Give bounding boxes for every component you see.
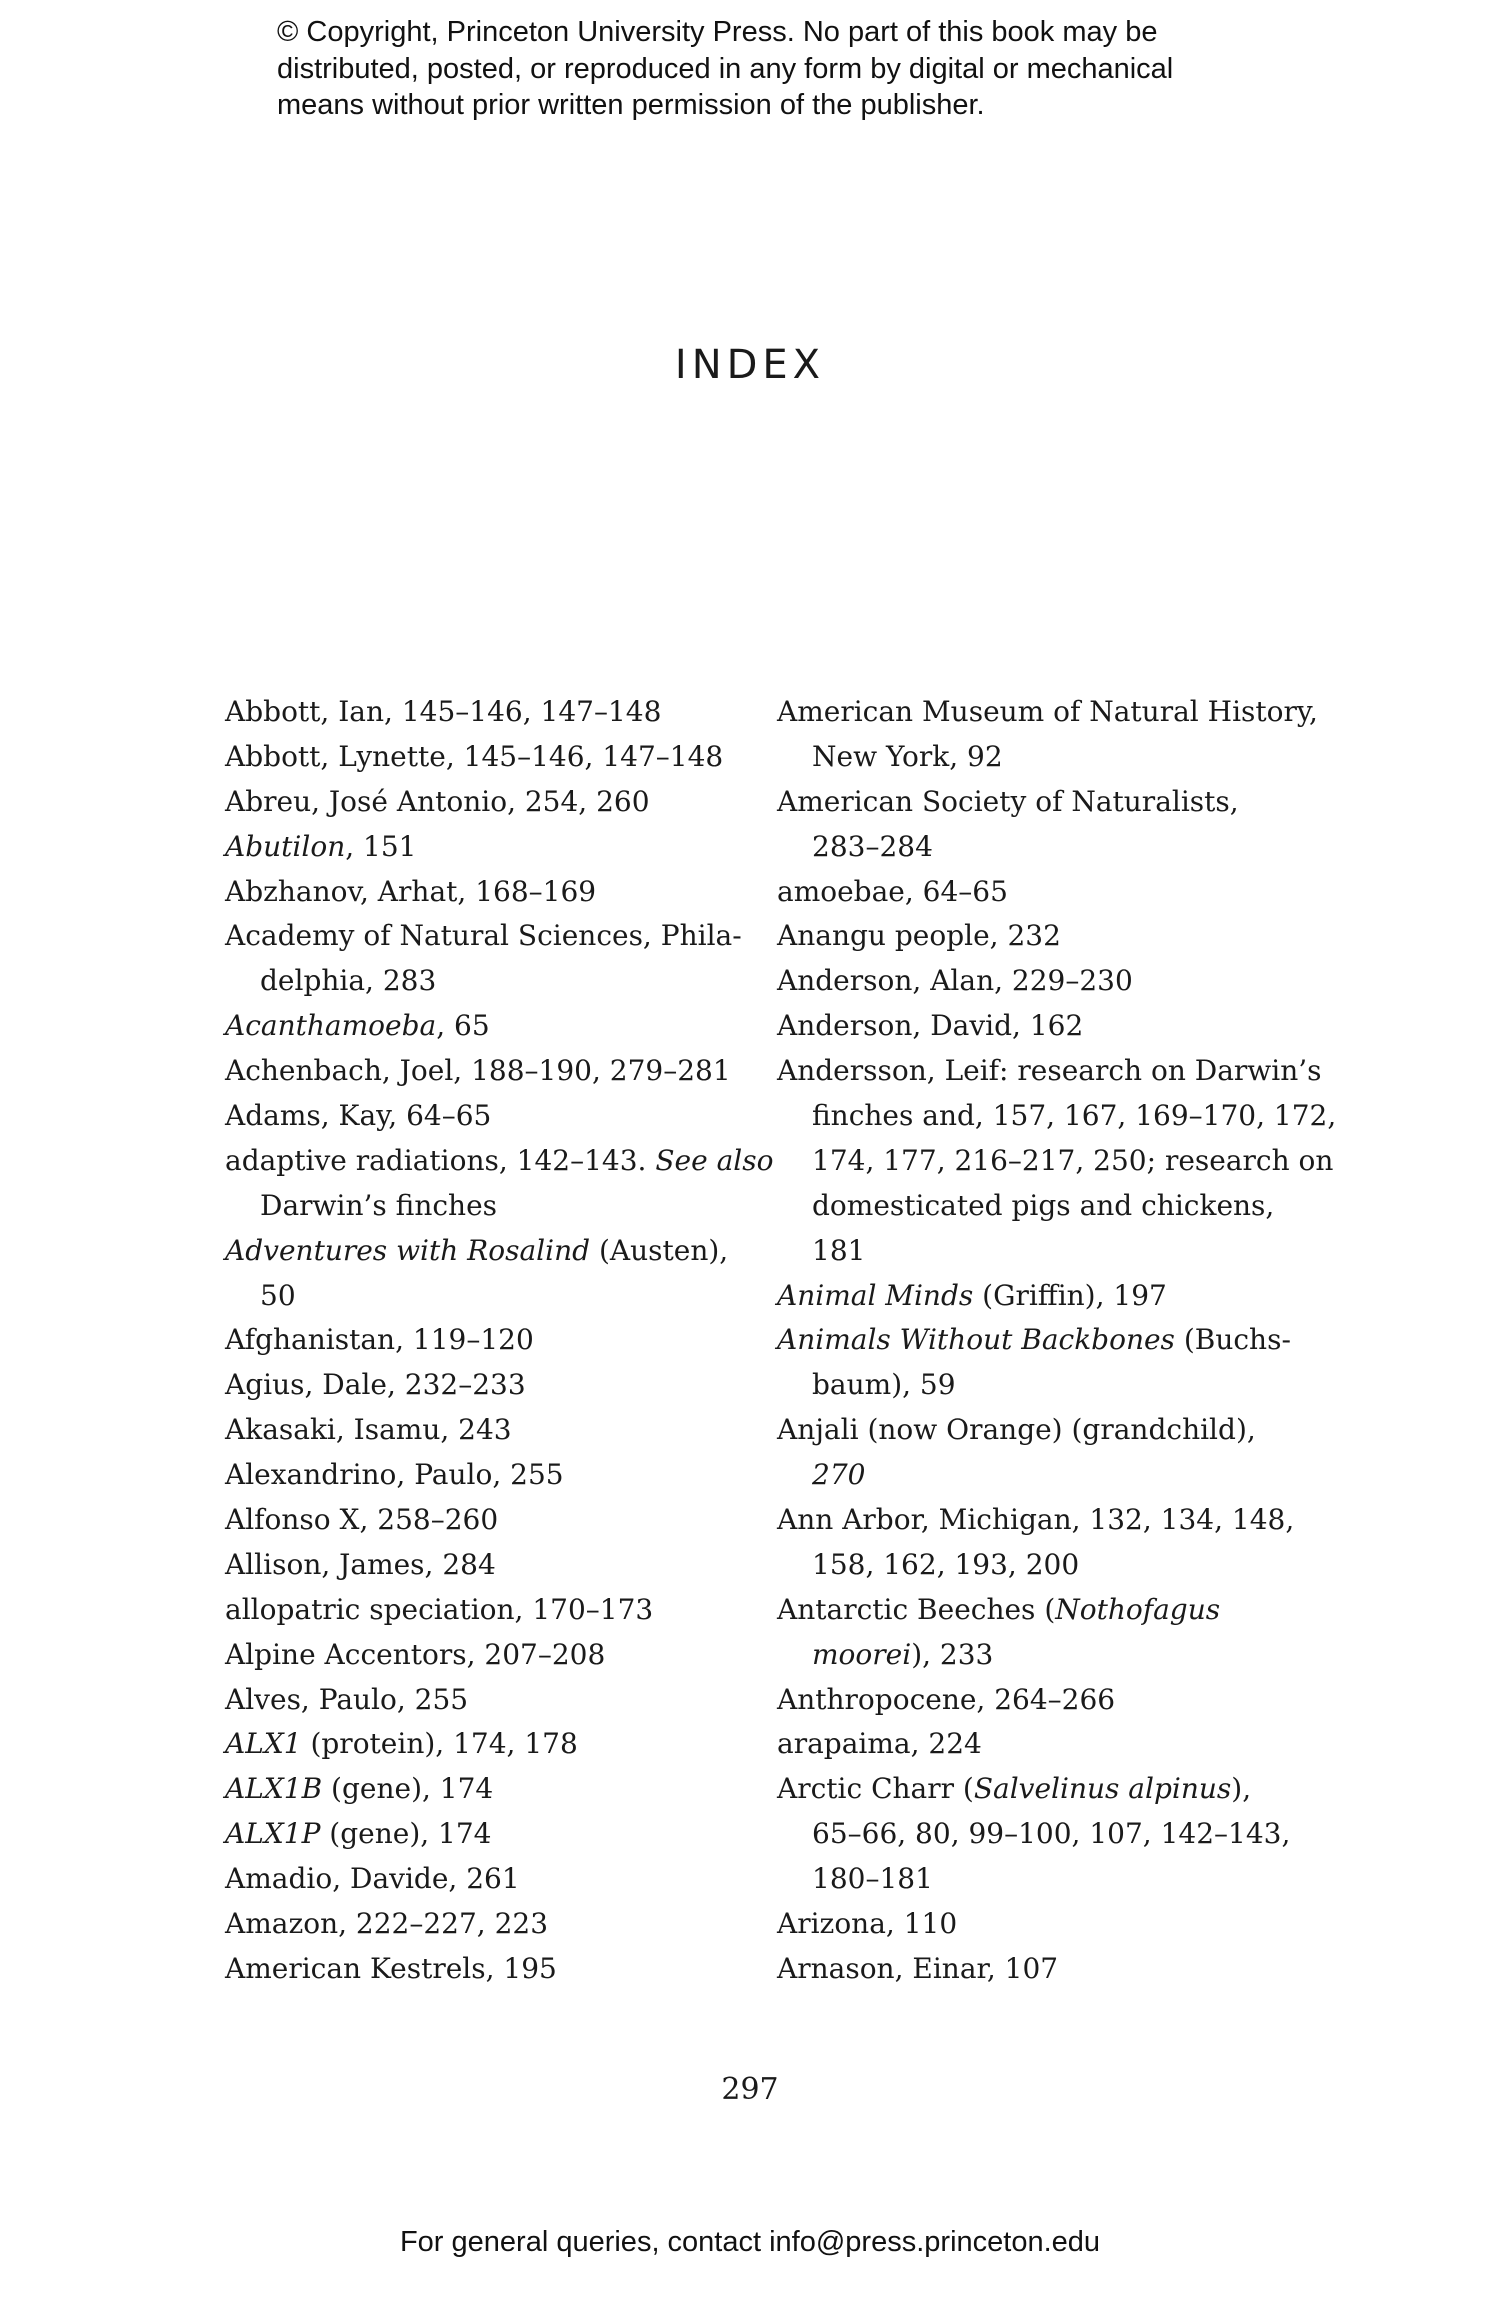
entry-text: 174, 177, 216–217, 250; research on bbox=[812, 1143, 1334, 1177]
entry-italic-text: Animal Minds bbox=[777, 1278, 974, 1312]
index-entry bbox=[225, 1318, 745, 1363]
entry-text: Amadio, Davide, 261 bbox=[225, 1862, 520, 1896]
index-entry bbox=[225, 1722, 745, 1767]
entry-text: Amazon, 222–227, 223 bbox=[225, 1907, 549, 1941]
entry-text: delphia, 283 bbox=[260, 964, 437, 998]
entry-text: American Museum of Natural History, bbox=[777, 695, 1318, 728]
index-entry bbox=[225, 1678, 745, 1723]
index-entry bbox=[225, 1588, 745, 1633]
copyright-line: means without prior written permission of the publisher. bbox=[277, 89, 985, 121]
entry-text: Abbott, Ian, 145–146, 147–148 bbox=[225, 695, 662, 728]
entry-text: Arnason, Einar, 107 bbox=[777, 1951, 1059, 1985]
index-entry-continued bbox=[777, 735, 1297, 780]
index-entry bbox=[225, 1902, 745, 1947]
entry-italic-text: ALX1P bbox=[225, 1817, 321, 1851]
index-entry bbox=[225, 1004, 745, 1049]
entry-text: amoebae, 64–65 bbox=[777, 874, 1008, 908]
entry-text: Alpine Accentors, 207–208 bbox=[225, 1637, 606, 1671]
entry-text: American Society of Naturalists, bbox=[777, 784, 1239, 818]
index-entry-continued bbox=[777, 1139, 1334, 1184]
entry-text: (Griffin), 197 bbox=[973, 1278, 1167, 1312]
entry-text: Arctic Charr ( bbox=[777, 1772, 974, 1806]
entry-text: Abbott, Lynette, 145–146, 147–148 bbox=[225, 739, 724, 773]
index-entry-continued bbox=[777, 1633, 1297, 1678]
index-entry-continued bbox=[225, 959, 745, 1004]
index-entry-continued bbox=[777, 1094, 1337, 1139]
entry-text: Anderson, David, 162 bbox=[777, 1009, 1084, 1043]
index-entry bbox=[225, 1947, 745, 1992]
index-entry bbox=[777, 1947, 1297, 1992]
entry-text: Antarctic Beeches ( bbox=[777, 1592, 1056, 1626]
entry-text: 50 bbox=[260, 1278, 296, 1312]
index-entry bbox=[225, 1363, 745, 1408]
index-entry bbox=[777, 1274, 1297, 1319]
entry-italic-text: Adventures with Rosalind bbox=[225, 1233, 591, 1267]
entry-text: New York, 92 bbox=[812, 739, 1003, 773]
entry-text: (gene), 174 bbox=[322, 1772, 494, 1806]
index-entry bbox=[777, 870, 1297, 915]
index-entry-continued bbox=[777, 1812, 1297, 1857]
entry-text: (Buchs- bbox=[1174, 1323, 1291, 1357]
index-entry bbox=[225, 780, 745, 825]
entry-italic-text: See also bbox=[655, 1143, 774, 1177]
index-entry bbox=[777, 1318, 1297, 1363]
entry-text: Ann Arbor, Michigan, 132, 134, 148, bbox=[777, 1503, 1295, 1537]
index-entry bbox=[225, 1812, 745, 1857]
index-entry-continued bbox=[777, 1543, 1297, 1588]
entry-text: Allison, James, 284 bbox=[225, 1547, 496, 1581]
index-entry bbox=[225, 1498, 745, 1543]
index-entry bbox=[777, 1588, 1297, 1633]
index-entry bbox=[777, 1722, 1297, 1767]
entry-italic-text: Acanthamoeba bbox=[225, 1009, 437, 1043]
copyright-line: © Copyright, Princeton University Press. No part of this book may be bbox=[277, 16, 1158, 48]
index-entry bbox=[777, 1767, 1297, 1812]
entry-italic-text: Abutilon bbox=[225, 829, 346, 863]
index-entry bbox=[225, 690, 745, 735]
entry-text: Afghanistan, 119–120 bbox=[225, 1323, 534, 1357]
entry-italic-text: Nothofagus bbox=[1055, 1592, 1221, 1626]
index-entry-continued bbox=[777, 1184, 1297, 1229]
copyright-notice bbox=[277, 14, 1357, 124]
entry-text: Anjali (now Orange) (grandchild), bbox=[777, 1413, 1256, 1447]
index-entry bbox=[225, 1543, 745, 1588]
entry-text: Darwin’s finches bbox=[260, 1188, 498, 1222]
entry-italic-text: Salvelinus alpinus bbox=[973, 1772, 1232, 1806]
entry-text: Adams, Kay, 64–65 bbox=[225, 1099, 492, 1133]
index-entry bbox=[225, 735, 745, 780]
index-entry bbox=[225, 825, 745, 870]
entry-text: Alexandrino, Paulo, 255 bbox=[225, 1458, 564, 1492]
index-entry-continued bbox=[225, 1274, 745, 1319]
entry-text: Abzhanov, Arhat, 168–169 bbox=[225, 874, 597, 908]
index-entry bbox=[225, 1408, 745, 1453]
index-entry bbox=[225, 1857, 745, 1902]
entry-text: baum), 59 bbox=[812, 1368, 956, 1402]
index-entry bbox=[777, 1678, 1297, 1723]
copyright-line: distributed, posted, or reproduced in any form by digital or mechanical bbox=[277, 52, 1174, 85]
entry-text: ), 233 bbox=[911, 1637, 994, 1671]
entry-text: finches and, 157, 167, 169–170, 172, bbox=[812, 1099, 1337, 1133]
index-entry bbox=[225, 1049, 745, 1094]
index-entry bbox=[777, 1004, 1297, 1049]
entry-text: Arizona, 110 bbox=[777, 1907, 958, 1941]
index-entry-continued bbox=[777, 1453, 1297, 1498]
entry-text: Abreu, José Antonio, 254, 260 bbox=[225, 784, 650, 818]
index-entry bbox=[777, 1049, 1322, 1094]
index-entry-continued bbox=[225, 1184, 745, 1229]
entry-text: Alves, Paulo, 255 bbox=[225, 1682, 469, 1716]
index-entry bbox=[777, 1408, 1297, 1453]
entry-text: 180–181 bbox=[812, 1862, 933, 1896]
footer-contact: For general queries, contact info@press.princeton.edu bbox=[399, 2226, 1101, 2258]
index-entry-continued bbox=[777, 1229, 1297, 1274]
entry-text: arapaima, 224 bbox=[777, 1727, 982, 1761]
entry-text: (gene), 174 bbox=[320, 1817, 492, 1851]
entry-text: 283–284 bbox=[812, 829, 933, 863]
entry-italic-text: moorei bbox=[812, 1637, 912, 1671]
entry-italic-text: ALX1 bbox=[225, 1727, 302, 1761]
index-entry bbox=[777, 914, 1297, 959]
entry-text: (protein), 174, 178 bbox=[301, 1727, 578, 1761]
index-entry bbox=[225, 1139, 774, 1184]
page-number: 297 bbox=[721, 2072, 779, 2107]
entry-text: Anthropocene, 264–266 bbox=[777, 1682, 1116, 1716]
index-entry bbox=[225, 1453, 745, 1498]
index-entry bbox=[777, 959, 1297, 1004]
entry-text: (Austen), bbox=[590, 1233, 729, 1267]
index-column-left bbox=[225, 690, 774, 1992]
entry-text: allopatric speciation, 170–173 bbox=[225, 1592, 654, 1626]
entry-text: Academy of Natural Sciences, Phila- bbox=[225, 919, 742, 953]
index-entry bbox=[777, 1498, 1297, 1543]
entry-text: , 151 bbox=[345, 829, 417, 863]
entry-text: Anderson, Alan, 229–230 bbox=[777, 964, 1133, 998]
entry-text: Achenbach, Joel, 188–190, 279–281 bbox=[225, 1054, 731, 1088]
index-entry bbox=[225, 1767, 745, 1812]
index-entry bbox=[777, 1902, 1297, 1947]
entry-text: domesticated pigs and chickens, bbox=[812, 1188, 1275, 1222]
entry-text: 181 bbox=[812, 1233, 866, 1267]
entry-italic-text: 270 bbox=[812, 1458, 866, 1492]
entry-text: 65–66, 80, 99–100, 107, 142–143, bbox=[812, 1817, 1291, 1851]
index-column-right bbox=[777, 690, 1337, 1992]
entry-text: 158, 162, 193, 200 bbox=[812, 1547, 1080, 1581]
entry-text: Alfonso X, 258–260 bbox=[225, 1503, 499, 1537]
index-entry bbox=[777, 690, 1318, 735]
entry-text: Akasaki, Isamu, 243 bbox=[225, 1413, 512, 1447]
entry-text: adaptive radiations, 142–143. bbox=[225, 1143, 656, 1177]
index-entry bbox=[225, 1633, 745, 1678]
entry-text: Agius, Dale, 232–233 bbox=[225, 1368, 526, 1402]
entry-text: Andersson, Leif: research on Darwin’s bbox=[777, 1054, 1322, 1088]
page-title: INDEX bbox=[674, 342, 826, 388]
index-entry bbox=[225, 914, 745, 959]
entry-italic-text: ALX1B bbox=[225, 1772, 323, 1806]
index-entry bbox=[225, 870, 745, 915]
index-entry-continued bbox=[777, 1857, 1297, 1902]
entry-text: ), bbox=[1231, 1772, 1252, 1806]
entry-text: Anangu people, 232 bbox=[777, 919, 1061, 953]
index-entry bbox=[225, 1094, 745, 1139]
index-entry bbox=[777, 780, 1297, 825]
entry-text: American Kestrels, 195 bbox=[225, 1951, 557, 1985]
entry-text: , 65 bbox=[436, 1009, 490, 1043]
index-entry bbox=[225, 1229, 745, 1274]
index-entry-continued bbox=[777, 1363, 1297, 1408]
entry-italic-text: Animals Without Backbones bbox=[777, 1323, 1175, 1357]
index-entry-continued bbox=[777, 825, 1297, 870]
